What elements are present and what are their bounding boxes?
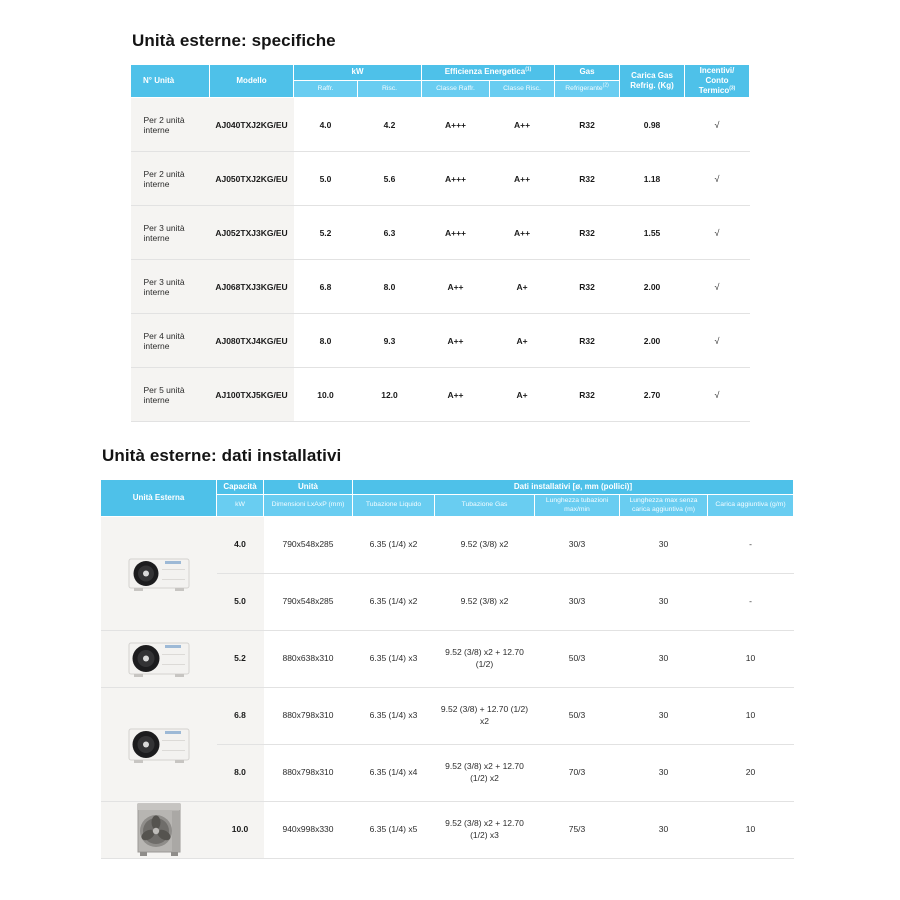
cell-tubazione-gas: 9.52 (3/8) x2 (435, 574, 535, 631)
cell-classe-raffr: A+++ (422, 98, 490, 152)
outdoor-unit-small-icon (101, 517, 217, 630)
cell-n-unita: Per 2 unità interne (131, 152, 210, 206)
outdoor-unit-image (101, 517, 217, 631)
cell-gas: R32 (555, 98, 620, 152)
col-header-dati-installativi: Dati installativi [ø, mm (pollici)] (353, 480, 794, 495)
cell-dimensioni: 880x798x310 (264, 688, 353, 745)
col-subheader-risc: Risc. (358, 80, 422, 97)
cell-n-unita: Per 3 unità interne (131, 260, 210, 314)
cell-gas: R32 (555, 368, 620, 422)
cell-carica-aggiuntiva: 10 (708, 631, 794, 688)
cell-lunghezza-tubazioni: 30/3 (535, 517, 620, 574)
cell-modello: AJ068TXJ3KG/EU (210, 260, 294, 314)
install-row (101, 517, 794, 574)
cell-capacita: 5.2 (217, 631, 264, 688)
cell-kw-raffr: 6.8 (294, 260, 358, 314)
cell-n-unita: Per 3 unità interne (131, 206, 210, 260)
cell-kw-risc: 6.3 (358, 206, 422, 260)
cell-kw-risc: 5.6 (358, 152, 422, 206)
cell-modello: AJ052TXJ3KG/EU (210, 206, 294, 260)
cell-classe-raffr: A++ (422, 314, 490, 368)
outdoor-unit-medium-icon (101, 688, 217, 801)
check-icon: √ (685, 314, 750, 368)
cell-n-unita: Per 5 unità interne (131, 368, 210, 422)
cell-gas: R32 (555, 206, 620, 260)
cell-gas: R32 (555, 314, 620, 368)
cell-tubazione-liquido: 6.35 (1/4) x3 (353, 631, 435, 688)
cell-capacita: 4.0 (217, 517, 264, 574)
section-dati-installativi (100, 446, 794, 859)
cell-dimensioni: 790x548x285 (264, 574, 353, 631)
check-icon: √ (685, 152, 750, 206)
cell-dimensioni: 880x798x310 (264, 745, 353, 802)
cell-gas: R32 (555, 260, 620, 314)
cell-carica: 2.00 (620, 314, 685, 368)
spec-row (131, 314, 750, 368)
cell-kw-raffr: 10.0 (294, 368, 358, 422)
check-icon: √ (685, 260, 750, 314)
col-header-incentivi: Incentivi/ Conto Termico$^{(3)}$ (685, 65, 750, 98)
spec-row (131, 206, 750, 260)
install-table (100, 479, 794, 859)
outdoor-unit-medium-icon (101, 631, 217, 687)
cell-dimensioni: 940x998x330 (264, 802, 353, 859)
cell-carica: 2.00 (620, 260, 685, 314)
cell-lunghezza-max: 30 (620, 802, 708, 859)
cell-carica: 1.18 (620, 152, 685, 206)
col-subheader-lunghezza-tubazioni: Lunghezza tubazioni max/min (535, 495, 620, 517)
install-row (101, 802, 794, 859)
section-title-specifiche: Unità esterne: specifiche (132, 31, 336, 50)
spec-row (131, 260, 750, 314)
col-header-kw: kW (294, 65, 422, 81)
cell-tubazione-gas: 9.52 (3/8) x2 + 12.70 (1/2) x2 (435, 745, 535, 802)
col-header-unita-esterna: Unità Esterna (101, 480, 217, 517)
cell-kw-raffr: 5.2 (294, 206, 358, 260)
col-subheader-tubazione-liquido: Tubazione Liquido (353, 495, 435, 517)
cell-tubazione-liquido: 6.35 (1/4) x4 (353, 745, 435, 802)
cell-classe-raffr: A++ (422, 368, 490, 422)
col-subheader-classe-raffr: Classe Raffr. (422, 80, 490, 97)
cell-n-unita: Per 2 unità interne (131, 98, 210, 152)
section-specifiche (130, 31, 750, 422)
col-subheader-raffr: Raffr. (294, 80, 358, 97)
cell-lunghezza-max: 30 (620, 745, 708, 802)
col-header-gas: Gas (555, 65, 620, 81)
cell-classe-raffr: A+++ (422, 206, 490, 260)
cell-kw-risc: 12.0 (358, 368, 422, 422)
cell-kw-risc: 8.0 (358, 260, 422, 314)
cell-kw-raffr: 4.0 (294, 98, 358, 152)
cell-carica-aggiuntiva: - (708, 574, 794, 631)
col-header-carica-gas: Carica Gas Refrig. (Kg) (620, 65, 685, 98)
col-subheader-lunghezza-max: Lunghezza max senza carica aggiuntiva (m) (620, 495, 708, 517)
cell-lunghezza-tubazioni: 50/3 (535, 688, 620, 745)
cell-carica-aggiuntiva: 20 (708, 745, 794, 802)
cell-modello: AJ100TXJ5KG/EU (210, 368, 294, 422)
col-header-capacita: Capacità (217, 480, 264, 495)
cell-n-unita: Per 4 unità interne (131, 314, 210, 368)
cell-lunghezza-max: 30 (620, 574, 708, 631)
cell-classe-raffr: A+++ (422, 152, 490, 206)
cell-carica: 2.70 (620, 368, 685, 422)
section-title-dati-installativi: Unità esterne: dati installativi (102, 446, 342, 465)
cell-modello: AJ040TXJ2KG/EU (210, 98, 294, 152)
cell-lunghezza-max: 30 (620, 517, 708, 574)
cell-lunghezza-max: 30 (620, 631, 708, 688)
cell-classe-risc: A++ (490, 98, 555, 152)
cell-dimensioni: 790x548x285 (264, 517, 353, 574)
cell-carica: 1.55 (620, 206, 685, 260)
cell-tubazione-liquido: 6.35 (1/4) x2 (353, 517, 435, 574)
cell-classe-risc: A++ (490, 206, 555, 260)
cell-classe-risc: A+ (490, 314, 555, 368)
outdoor-unit-image (101, 688, 217, 802)
cell-tubazione-liquido: 6.35 (1/4) x5 (353, 802, 435, 859)
cell-gas: R32 (555, 152, 620, 206)
spec-row (131, 152, 750, 206)
cell-tubazione-gas: 9.52 (3/8) x2 + 12.70 (1/2) x3 (435, 802, 535, 859)
cell-carica-aggiuntiva: 10 (708, 688, 794, 745)
cell-lunghezza-tubazioni: 75/3 (535, 802, 620, 859)
cell-capacita: 10.0 (217, 802, 264, 859)
cell-carica-aggiuntiva: 10 (708, 802, 794, 859)
col-subheader-carica-aggiuntiva: Carica aggiuntiva (g/m) (708, 495, 794, 517)
check-icon: √ (685, 206, 750, 260)
cell-modello: AJ050TXJ2KG/EU (210, 152, 294, 206)
cell-carica-aggiuntiva: - (708, 517, 794, 574)
outdoor-unit-image (101, 802, 217, 859)
cell-kw-risc: 9.3 (358, 314, 422, 368)
col-subheader-tubazione-gas: Tubazione Gas (435, 495, 535, 517)
check-icon: √ (685, 368, 750, 422)
cell-tubazione-liquido: 6.35 (1/4) x2 (353, 574, 435, 631)
outdoor-unit-image (101, 631, 217, 688)
spec-row (131, 98, 750, 152)
cell-capacita: 8.0 (217, 745, 264, 802)
col-subheader-kw: kW (217, 495, 264, 517)
col-header-efficienza: Efficienza Energetica$^{(1)}$ (422, 65, 555, 81)
cell-kw-raffr: 8.0 (294, 314, 358, 368)
cell-lunghezza-tubazioni: 30/3 (535, 574, 620, 631)
cell-classe-risc: A+ (490, 260, 555, 314)
cell-capacita: 6.8 (217, 688, 264, 745)
cell-capacita: 5.0 (217, 574, 264, 631)
install-row (101, 688, 794, 745)
cell-classe-risc: A++ (490, 152, 555, 206)
cell-lunghezza-tubazioni: 70/3 (535, 745, 620, 802)
install-row (101, 631, 794, 688)
cell-carica: 0.98 (620, 98, 685, 152)
cell-dimensioni: 880x638x310 (264, 631, 353, 688)
check-icon: √ (685, 98, 750, 152)
cell-kw-raffr: 5.0 (294, 152, 358, 206)
col-header-n-unita: N° Unità (131, 65, 210, 98)
cell-modello: AJ080TXJ4KG/EU (210, 314, 294, 368)
col-header-unita: Unità (264, 480, 353, 495)
cell-tubazione-liquido: 6.35 (1/4) x3 (353, 688, 435, 745)
col-subheader-classe-risc: Classe Risc. (490, 80, 555, 97)
cell-tubazione-gas: 9.52 (3/8) + 12.70 (1/2) x2 (435, 688, 535, 745)
outdoor-unit-large-icon (101, 802, 217, 858)
col-subheader-refrigerante: Refrigerante$^{(2)}$ (555, 80, 620, 97)
cell-classe-raffr: A++ (422, 260, 490, 314)
cell-classe-risc: A+ (490, 368, 555, 422)
cell-lunghezza-tubazioni: 50/3 (535, 631, 620, 688)
col-header-modello: Modello (210, 65, 294, 98)
spec-row (131, 368, 750, 422)
col-subheader-dimensioni: Dimensioni LxAxP (mm) (264, 495, 353, 517)
cell-tubazione-gas: 9.52 (3/8) x2 + 12.70 (1/2) (435, 631, 535, 688)
spec-table (130, 64, 750, 422)
cell-kw-risc: 4.2 (358, 98, 422, 152)
cell-lunghezza-max: 30 (620, 688, 708, 745)
cell-tubazione-gas: 9.52 (3/8) x2 (435, 517, 535, 574)
